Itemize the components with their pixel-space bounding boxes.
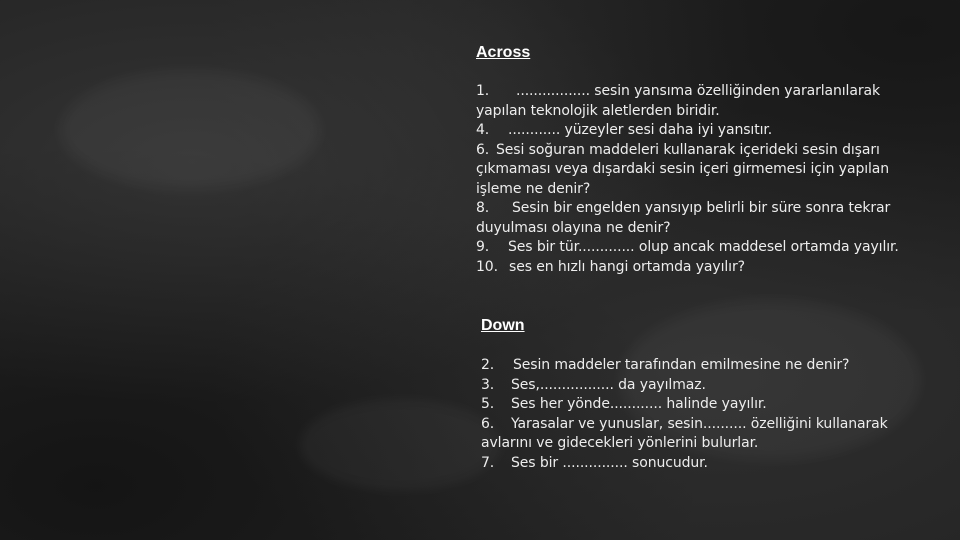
clue-text: Ses her yönde............ halinde yayılır. <box>511 396 767 412</box>
clue-number: 2. <box>481 357 495 373</box>
across-clue-4 <box>476 121 928 141</box>
clue-text: ............ yüzeyler sesi daha iyi yansıtır. <box>508 122 773 138</box>
across-clue-1 <box>476 82 928 121</box>
down-clue-5 <box>481 395 921 415</box>
clue-text: Ses,................. da yayılmaz. <box>511 376 706 393</box>
clue-number: 8. <box>476 200 490 216</box>
down-heading: Down <box>481 317 525 334</box>
clue-number: 9. <box>476 239 490 255</box>
clue-number: 6. <box>481 415 495 432</box>
down-clue-list <box>481 356 921 473</box>
clue-number: 5. <box>481 396 495 412</box>
clue-number: 6. <box>476 141 490 158</box>
clue-number: 3. <box>481 376 495 393</box>
clue-number: 7. <box>481 454 495 471</box>
across-clue-10 <box>476 258 928 278</box>
clue-text: Sesi soğuran maddeleri kullanarak içerideki sesin dışarı çıkmaması veya dışardaki sesin içeri girmemesi için yapılan işleme ne denir? <box>476 141 890 197</box>
down-clue-6 <box>481 415 921 454</box>
chalk-smudge <box>300 400 500 490</box>
clue-text: Ses bir ............... sonucudur. <box>511 454 708 471</box>
across-clue-list <box>476 82 928 277</box>
down-clue-7 <box>481 454 921 474</box>
down-clue-2 <box>481 356 921 376</box>
across-clue-8 <box>476 199 928 238</box>
clue-text: ses en hızlı hangi ortamda yayılır? <box>509 258 745 275</box>
clue-text: Yarasalar ve yunuslar, sesin.......... özelliğini kullanarak avlarını ve gidecekleri yönlerini bulurlar. <box>481 415 888 451</box>
chalk-smudge <box>60 70 320 190</box>
clue-number: 4. <box>476 122 490 138</box>
across-clue-6 <box>476 141 928 200</box>
clue-text: ................. sesin yansıma özelliğinden yararlanılarak yapılan teknolojik aletlerden biridir. <box>476 83 880 119</box>
clue-number: 10. <box>476 258 498 275</box>
across-heading: Across <box>476 44 531 61</box>
clue-text: Sesin maddeler tarafından emilmesine ne denir? <box>513 357 850 373</box>
across-clue-9 <box>476 238 928 258</box>
down-clue-3 <box>481 376 921 396</box>
clue-number: 1. <box>476 83 490 99</box>
clue-text: Sesin bir engelden yansıyıp belirli bir süre sonra tekrar duyulması olayına ne denir? <box>476 200 891 236</box>
clue-text: Ses bir tür............. olup ancak maddesel ortamda yayılır. <box>508 239 899 255</box>
